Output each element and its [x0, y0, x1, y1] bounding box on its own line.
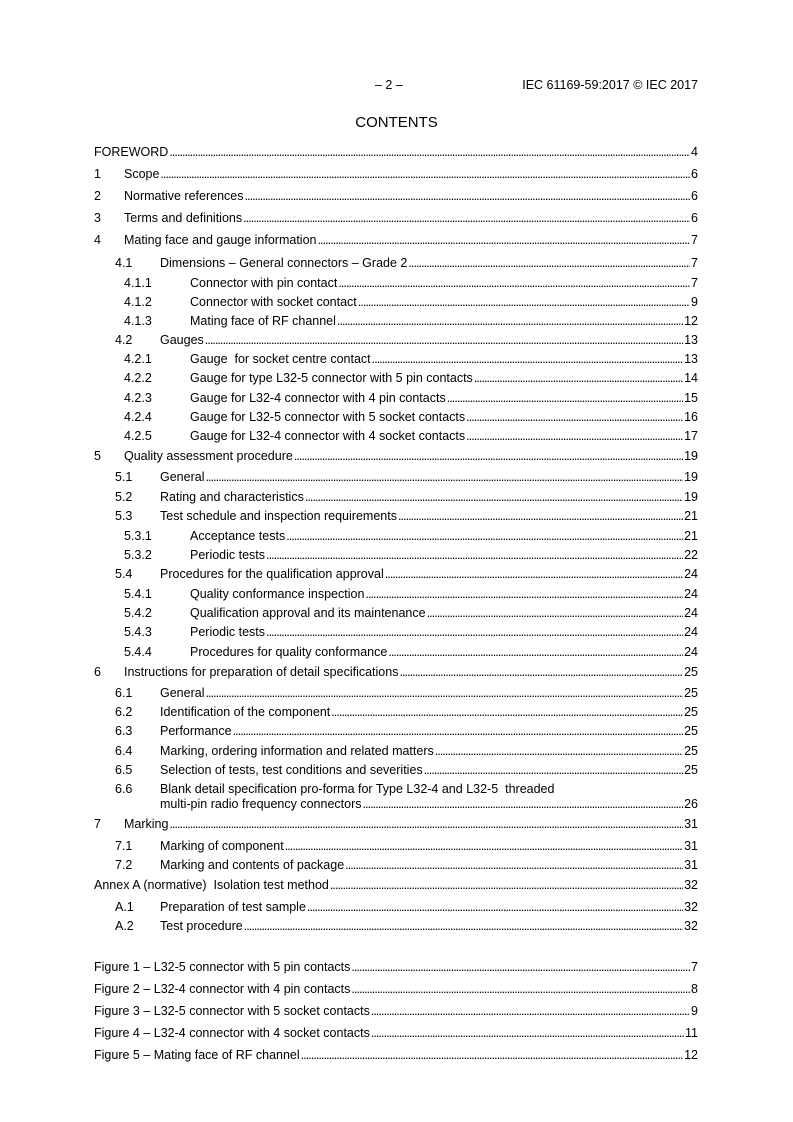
- dot-leader: [245, 189, 691, 204]
- toc-entry-number: 4.1.2: [124, 295, 152, 309]
- dot-leader: [371, 1004, 690, 1019]
- toc-entry[interactable]: [94, 645, 698, 660]
- toc-entry[interactable]: [94, 490, 698, 505]
- toc-entry[interactable]: [94, 705, 698, 720]
- dot-leader: [285, 839, 683, 854]
- toc-entry-title: Figure 1 – L32-5 connector with 5 pin contacts: [94, 960, 351, 974]
- toc-entry[interactable]: [94, 333, 698, 348]
- toc-entry[interactable]: [94, 371, 698, 386]
- toc-entry-page: 11: [685, 1026, 698, 1040]
- toc-entry-title: Test procedure: [160, 919, 243, 933]
- dot-leader: [169, 817, 683, 832]
- dot-leader: [358, 295, 690, 310]
- toc-entry-number: 3: [94, 211, 101, 225]
- toc-entry-title: Figure 3 – L32-5 connector with 5 socket contacts: [94, 1004, 370, 1018]
- toc-entry-page: 13: [684, 352, 698, 366]
- toc-entry-number: 4.2: [115, 333, 133, 347]
- toc-entry-number: 7.1: [115, 839, 133, 853]
- toc-entry-title: Mating face and gauge information: [124, 233, 317, 247]
- toc-entry[interactable]: [94, 665, 698, 680]
- toc-entry-title: Performance: [160, 724, 232, 738]
- dot-leader: [351, 960, 690, 975]
- toc-entry-title: Gauge for L32-5 connector with 5 socket contacts: [190, 410, 466, 424]
- dot-leader: [243, 211, 690, 226]
- toc-entry-page: 25: [684, 686, 698, 700]
- toc-entry-page: 17: [684, 429, 698, 443]
- toc-entry[interactable]: [94, 529, 698, 544]
- toc-entry-title: Gauge for socket centre contact: [190, 352, 371, 366]
- toc-entry-title: FOREWORD: [94, 145, 169, 159]
- toc-entry[interactable]: [94, 587, 698, 602]
- toc-entry-title: Preparation of test sample: [160, 900, 306, 914]
- toc-entry-page: 25: [684, 705, 698, 719]
- toc-entry-page: 4: [691, 145, 698, 159]
- toc-entry[interactable]: [94, 295, 698, 310]
- dot-leader: [363, 797, 684, 812]
- toc-entry-title: Rating and characteristics: [160, 490, 304, 504]
- dot-leader: [205, 470, 683, 485]
- toc-entry-number: 4.2.5: [124, 429, 152, 443]
- toc-entry-number: 6.4: [115, 744, 133, 758]
- toc-entry[interactable]: [94, 919, 698, 934]
- toc-entry-page: 26: [684, 797, 698, 811]
- toc-entry[interactable]: [94, 145, 698, 160]
- toc-entry[interactable]: [94, 839, 698, 854]
- toc-entry-title: Identification of the component: [160, 705, 331, 719]
- dot-leader: [318, 233, 691, 248]
- dot-leader: [286, 529, 683, 544]
- figure-entry[interactable]: [94, 982, 698, 997]
- toc-entry-title: General: [160, 686, 205, 700]
- dot-leader: [399, 665, 683, 680]
- toc-entry[interactable]: [94, 314, 698, 329]
- toc-entry-title: Test schedule and inspection requirements: [160, 509, 397, 523]
- toc-entry-number: A.1: [115, 900, 134, 914]
- toc-entry[interactable]: [94, 211, 698, 226]
- dot-leader: [447, 391, 683, 406]
- toc-entry-page: 25: [684, 724, 698, 738]
- toc-entry-title: Qualification approval and its maintenance: [190, 606, 426, 620]
- toc-entry-number: 4.1.3: [124, 314, 152, 328]
- toc-entry-number: 6.5: [115, 763, 133, 777]
- toc-entry[interactable]: [94, 167, 698, 182]
- toc-entry-title: Figure 4 – L32-4 connector with 4 socket contacts: [94, 1026, 370, 1040]
- toc-entry-page: 25: [684, 763, 698, 777]
- toc-entry-page: 31: [684, 817, 698, 831]
- toc-entry-title: multi-pin radio frequency connectors: [160, 797, 362, 811]
- toc-entry-number: 5.1: [115, 470, 133, 484]
- toc-entry-number: 6: [94, 665, 101, 679]
- toc-entry-number: 4.2.4: [124, 410, 152, 424]
- figure-entry[interactable]: [94, 960, 698, 975]
- dot-leader: [294, 449, 683, 464]
- toc-entry[interactable]: [94, 900, 698, 915]
- toc-entry-number: 6.3: [115, 724, 133, 738]
- toc-entry-title: Figure 2 – L32-4 connector with 4 pin contacts: [94, 982, 351, 996]
- toc-entry-title: Quality assessment procedure: [124, 449, 293, 463]
- dot-leader: [330, 878, 683, 893]
- toc-entry-page: 22: [684, 548, 698, 562]
- dot-leader: [372, 352, 683, 367]
- toc-entry-page: 32: [684, 900, 698, 914]
- dot-leader: [408, 256, 690, 271]
- dot-leader: [301, 1048, 683, 1063]
- toc-entry-page: 7: [691, 960, 698, 974]
- toc-entry-number: 4.2.3: [124, 391, 152, 405]
- dot-leader: [337, 314, 683, 329]
- dot-leader: [385, 567, 683, 582]
- table-of-contents: [94, 0, 698, 1122]
- dot-leader: [307, 900, 683, 915]
- toc-entry[interactable]: [94, 744, 698, 759]
- toc-entry[interactable]: [94, 256, 698, 271]
- toc-entry-page: 8: [691, 982, 698, 996]
- toc-entry-title: Periodic tests: [190, 625, 266, 639]
- toc-entry[interactable]: [94, 233, 698, 248]
- toc-entry-title: Quality conformance inspection: [190, 587, 365, 601]
- toc-entry-page: 14: [684, 371, 698, 385]
- toc-entry-title: Connector with socket contact: [190, 295, 357, 309]
- dot-leader: [305, 490, 683, 505]
- toc-entry-page: 24: [684, 625, 698, 639]
- toc-entry-title: Marking and contents of package: [160, 858, 345, 872]
- dot-leader: [244, 919, 683, 934]
- toc-entry[interactable]: [94, 782, 698, 797]
- toc-entry-title: Procedures for quality conformance: [190, 645, 388, 659]
- toc-entry[interactable]: [94, 449, 698, 464]
- toc-entry-page: 31: [684, 858, 698, 872]
- toc-entry-number: 7.2: [115, 858, 133, 872]
- dot-leader: [266, 548, 683, 563]
- toc-entry-page: 16: [684, 410, 698, 424]
- toc-entry[interactable]: [94, 429, 698, 444]
- toc-entry-title: Instructions for preparation of detail specifications: [124, 665, 399, 679]
- toc-entry[interactable]: [94, 686, 698, 701]
- toc-entry-number: 4.2.2: [124, 371, 152, 385]
- dot-leader: [466, 429, 683, 444]
- toc-entry-page: 19: [684, 470, 698, 484]
- toc-entry-number: 5.3.1: [124, 529, 152, 543]
- toc-entry-page: 6: [691, 167, 698, 181]
- toc-entry-title: Gauge for L32-4 connector with 4 socket contacts: [190, 429, 466, 443]
- toc-entry[interactable]: [94, 548, 698, 563]
- toc-entry-page: 12: [684, 1048, 698, 1062]
- toc-entry-title: Figure 5 – Mating face of RF channel: [94, 1048, 300, 1062]
- dot-leader: [169, 145, 690, 160]
- dot-leader: [345, 858, 683, 873]
- figure-entry[interactable]: [94, 1048, 698, 1063]
- toc-entry-title: Normative references: [124, 189, 244, 203]
- toc-entry[interactable]: [94, 352, 698, 367]
- toc-entry-number: 5.4.4: [124, 645, 152, 659]
- toc-entry-number: 2: [94, 189, 101, 203]
- toc-entry-number: 7: [94, 817, 101, 831]
- toc-entry[interactable]: [94, 470, 698, 485]
- toc-entry-number: 6.1: [115, 686, 133, 700]
- toc-entry-title: General: [160, 470, 205, 484]
- toc-entry-number: A.2: [115, 919, 134, 933]
- toc-entry-continuation[interactable]: [94, 797, 698, 812]
- toc-entry[interactable]: [94, 817, 698, 832]
- toc-entry-title: Procedures for the qualification approval: [160, 567, 384, 581]
- dot-leader: [205, 686, 683, 701]
- dot-leader: [371, 1026, 684, 1041]
- toc-entry-title: Selection of tests, test conditions and severities: [160, 763, 423, 777]
- dot-leader: [205, 333, 683, 348]
- toc-entry-page: 6: [691, 189, 698, 203]
- toc-entry-title: Gauges: [160, 333, 204, 347]
- toc-entry-number: 5: [94, 449, 101, 463]
- toc-entry-title: Connector with pin contact: [190, 276, 338, 290]
- toc-entry[interactable]: [94, 276, 698, 291]
- dot-leader: [427, 606, 684, 621]
- contents-title: CONTENTS: [355, 114, 438, 131]
- toc-entry-page: 7: [691, 233, 698, 247]
- toc-entry-number: 5.2: [115, 490, 133, 504]
- toc-entry-page: 31: [684, 839, 698, 853]
- toc-entry-page: 21: [684, 529, 698, 543]
- toc-entry-number: 5.4: [115, 567, 133, 581]
- toc-entry-page: 19: [684, 449, 698, 463]
- toc-entry-number: 4.1.1: [124, 276, 152, 290]
- toc-entry[interactable]: [94, 509, 698, 524]
- toc-entry-page: 32: [684, 919, 698, 933]
- toc-entry-page: 19: [684, 490, 698, 504]
- toc-entry[interactable]: [94, 567, 698, 582]
- dot-leader: [398, 509, 683, 524]
- toc-entry-number: 4.1: [115, 256, 133, 270]
- toc-entry-page: 32: [684, 878, 698, 892]
- toc-entry-page: 7: [691, 256, 698, 270]
- toc-entry-page: 13: [684, 333, 698, 347]
- toc-entry-title: Terms and definitions: [124, 211, 243, 225]
- toc-entry-number: 5.4.3: [124, 625, 152, 639]
- toc-entry-page: 15: [684, 391, 698, 405]
- page-number: – 2 –: [375, 78, 403, 92]
- figure-entry[interactable]: [94, 1026, 698, 1041]
- toc-entry[interactable]: [94, 625, 698, 640]
- toc-entry-page: 9: [691, 295, 698, 309]
- toc-entry[interactable]: [94, 878, 698, 893]
- toc-entry-title: Acceptance tests: [190, 529, 286, 543]
- toc-entry-page: 24: [684, 587, 698, 601]
- toc-entry-title: Dimensions – General connectors – Grade 2: [160, 256, 408, 270]
- toc-entry-title: Gauge for type L32-5 connector with 5 pin contacts: [190, 371, 473, 385]
- dot-leader: [466, 410, 683, 425]
- toc-entry-number: 6.2: [115, 705, 133, 719]
- toc-entry[interactable]: [94, 391, 698, 406]
- toc-entry-page: 25: [684, 744, 698, 758]
- dot-leader: [331, 705, 683, 720]
- toc-entry-number: 5.4.2: [124, 606, 152, 620]
- toc-entry-page: 21: [684, 509, 698, 523]
- dot-leader: [424, 763, 683, 778]
- dot-leader: [365, 587, 683, 602]
- toc-entry-page: 24: [684, 645, 698, 659]
- toc-entry-title: Gauge for L32-4 connector with 4 pin contacts: [190, 391, 446, 405]
- dot-leader: [388, 645, 683, 660]
- toc-entry-page: 24: [684, 606, 698, 620]
- toc-entry[interactable]: [94, 189, 698, 204]
- toc-entry-number: 1: [94, 167, 101, 181]
- toc-entry-number: 6.6: [115, 782, 133, 796]
- toc-entry-title: Marking: [124, 817, 169, 831]
- dot-leader: [233, 724, 684, 739]
- toc-entry-title: Scope: [124, 167, 160, 181]
- toc-entry-title: Marking of component: [160, 839, 284, 853]
- toc-entry-page: 24: [684, 567, 698, 581]
- dot-leader: [351, 982, 690, 997]
- toc-entry-title: Marking, ordering information and related matters: [160, 744, 434, 758]
- toc-entry[interactable]: [94, 858, 698, 873]
- toc-entry-title: Blank detail specification pro-forma for Type L32-4 and L32-5 threaded: [160, 782, 555, 796]
- toc-entry-page: 25: [684, 665, 698, 679]
- document-reference: IEC 61169-59:2017 © IEC 2017: [522, 78, 698, 92]
- dot-leader: [338, 276, 690, 291]
- dot-leader: [474, 371, 683, 386]
- toc-entry[interactable]: [94, 606, 698, 621]
- toc-entry-number: 4.2.1: [124, 352, 152, 366]
- figure-entry[interactable]: [94, 1004, 698, 1019]
- toc-entry-number: 4: [94, 233, 101, 247]
- dot-leader: [266, 625, 683, 640]
- dot-leader: [435, 744, 683, 759]
- toc-entry-number: 5.3: [115, 509, 133, 523]
- toc-entry-page: 12: [684, 314, 698, 328]
- toc-entry[interactable]: [94, 763, 698, 778]
- toc-entry-title: Annex A (normative) Isolation test method: [94, 878, 329, 892]
- toc-entry-title: Mating face of RF channel: [190, 314, 336, 328]
- toc-entry[interactable]: [94, 410, 698, 425]
- toc-entry-number: 5.3.2: [124, 548, 152, 562]
- toc-entry-page: 6: [691, 211, 698, 225]
- toc-entry-page: 7: [691, 276, 698, 290]
- toc-entry[interactable]: [94, 724, 698, 739]
- toc-entry-title: Periodic tests: [190, 548, 266, 562]
- toc-entry-number: 5.4.1: [124, 587, 152, 601]
- dot-leader: [160, 167, 690, 182]
- toc-entry-page: 9: [691, 1004, 698, 1018]
